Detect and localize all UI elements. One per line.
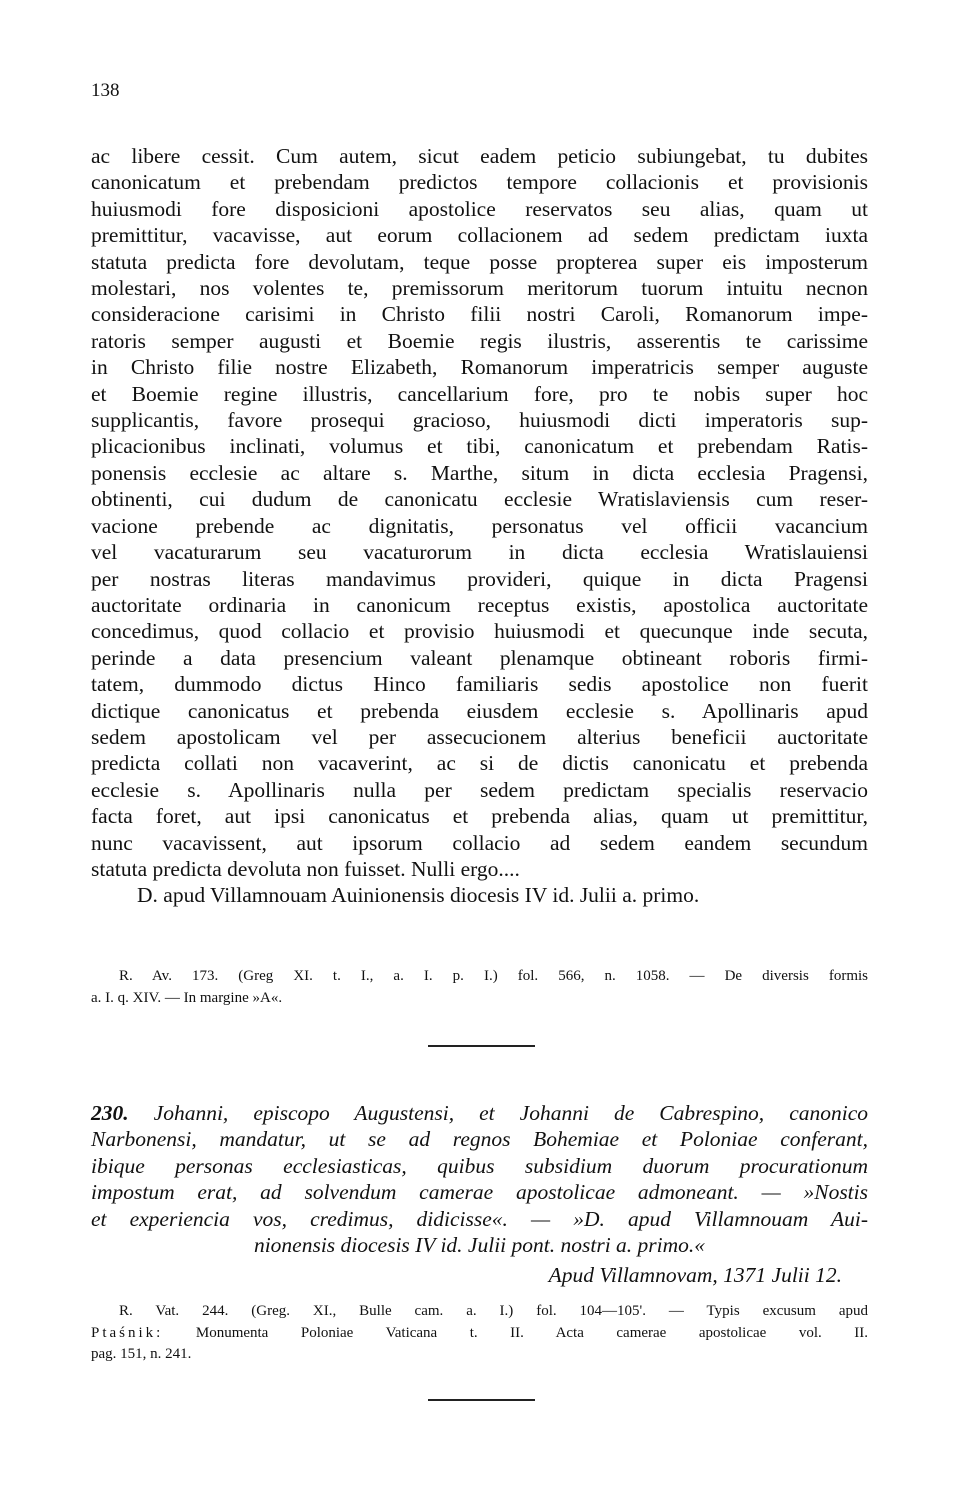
entry-text: Johanni, episcopo Augustensi, et Johanni de Cabrespino, canonico bbox=[153, 1101, 869, 1125]
reference-text: Monumenta Poloniae Vaticana t. II. Acta camerae apostolicae vol. II. bbox=[163, 1324, 868, 1341]
text-line: obtinenti, cui dudum de canonicatu ecclesie Wratislaviensis cum reser- bbox=[91, 487, 868, 512]
section-divider bbox=[428, 1399, 535, 1401]
text-line: ac libere cessit. Cum autem, sicut eadem peticio subiungebat, tu dubites bbox=[91, 144, 868, 168]
text-line: statuta predicta devoluta non fuisset. Nulli ergo.... bbox=[91, 856, 520, 881]
text-line: facta foret, aut ipsi canonicatus et prebenda alias, quam ut premittitur, bbox=[91, 804, 868, 829]
text-line: in Christo filie nostre Elizabeth, Romanorum imperatricis semper auguste bbox=[91, 355, 868, 380]
text-line: tatem, dummodo dictus Hinco familiaris sedis apostolice non fuerit bbox=[91, 672, 868, 697]
entry-line: ibique personas ecclesiasticas, quibus subsidium duorum procurationum bbox=[91, 1153, 868, 1178]
text-line: huiusmodi fore disposicioni apostolice reservatos seu alias, quam ut bbox=[91, 196, 868, 221]
author-name: Ptaśnik: bbox=[91, 1324, 164, 1341]
reference-line: a. I. q. XIV. — In margine »A«. bbox=[91, 989, 283, 1006]
text-line: supplicantis, favore prosequi gracioso, huiusmodi dicti imperatoris sup- bbox=[91, 408, 868, 433]
text-line: consideracione carisimi in Christo filii nostri Caroli, Romanorum impe- bbox=[91, 302, 868, 327]
text-line: perinde a data presencium valeant plenamque obtineant roboris firmi- bbox=[91, 645, 868, 670]
main-text bbox=[91, 143, 868, 909]
text-line: sedem apostolicam vel per assecucionem alterius beneficii auctoritate bbox=[91, 724, 868, 749]
text-line: ponensis ecclesie ac altare s. Marthe, situm in dicta ecclesia Pragensi, bbox=[91, 460, 868, 485]
reference-line bbox=[91, 1323, 868, 1345]
section-divider bbox=[428, 1045, 535, 1047]
reference-line: R. Av. 173. (Greg XI. t. I., a. I. p. I.) fol. 566, n. 1058. — De diversis formis bbox=[119, 968, 868, 984]
text-line: vacione prebende ac dignitatis, personatus vel officii vacancium bbox=[91, 513, 868, 538]
text-line: plicacionibus inclinati, volumus et tibi, canonicatum et prebendam Ratis- bbox=[91, 434, 868, 459]
text-line: ratoris semper augusti et Boemie regis ilustris, asserentis te carissime bbox=[91, 328, 868, 353]
text-line: vel vacaturarum seu vacaturorum in dicta ecclesia Wratislauiensi bbox=[91, 540, 868, 565]
reference-note-1 bbox=[91, 966, 868, 1009]
text-line: et Boemie regine illustris, cancellarium fore, pro te nobis super hoc bbox=[91, 381, 868, 406]
text-line: molestari, nos volentes te, premissorum meritorum tuorum intuitu necnon bbox=[91, 276, 868, 301]
entry-line: nionensis diocesis IV id. Julii pont. nostri a. primo.« bbox=[253, 1233, 706, 1258]
entry-line: Narbonensi, mandatur, ut se ad regnos Bohemiae et Poloniae conferant, bbox=[91, 1127, 868, 1152]
page-number: 138 bbox=[91, 80, 120, 101]
dating-clause: D. apud Villamnouam Auinionensis diocesis IV id. Julii a. primo. bbox=[137, 883, 700, 908]
entry-line: impostum erat, ad solvendum camerae apostolicae admoneant. — »Nostis bbox=[91, 1180, 868, 1205]
entry-number: 230. bbox=[91, 1101, 129, 1125]
entry-line bbox=[91, 1100, 868, 1126]
reference-line: pag. 151, n. 241. bbox=[91, 1346, 192, 1362]
text-line: predicta collati non vacaverint, ac si de dictis canonicatu et prebenda bbox=[91, 751, 868, 776]
text-line: concedimus, quod collacio et provisio huiusmodi et quecunque inde secuta, bbox=[91, 619, 868, 644]
text-line: per nostras literas mandavimus provideri, quique in dicta Pragensi bbox=[91, 566, 868, 591]
text-line: ecclesie s. Apollinaris nulla per sedem predictam specialis reservacio bbox=[91, 777, 868, 802]
reference-note-2 bbox=[91, 1301, 868, 1366]
text-line: canonicatum et prebendam predictos tempore collacionis et provisionis bbox=[91, 170, 868, 195]
entry-230 bbox=[91, 1100, 868, 1289]
text-line: statuta predicta fore devolutam, teque posse propterea super eis imposterum bbox=[91, 249, 868, 274]
entry-line: et experiencia vos, credimus, didicisse«. — »D. apud Villamnouam Aui- bbox=[91, 1206, 868, 1231]
text-line: dictique canonicatus et prebenda eiusdem ecclesie s. Apollinaris apud bbox=[91, 698, 868, 723]
text-line: nunc vacavissent, aut ipsorum collacio ad sedem eandem secundum bbox=[91, 830, 868, 855]
reference-line: R. Vat. 244. (Greg. XI., Bulle cam. a. I.) fol. 104—105'. — Typis excusum apud bbox=[119, 1303, 868, 1319]
text-line: auctoritate ordinaria in canonicum receptus existis, apostolica auctoritate bbox=[91, 592, 868, 617]
place-date: Apud Villamnovam, 1371 Julii 12. bbox=[548, 1263, 842, 1288]
text-line: premittitur, vacavisse, aut eorum collacionem ad sedem predictam iuxta bbox=[91, 223, 868, 248]
